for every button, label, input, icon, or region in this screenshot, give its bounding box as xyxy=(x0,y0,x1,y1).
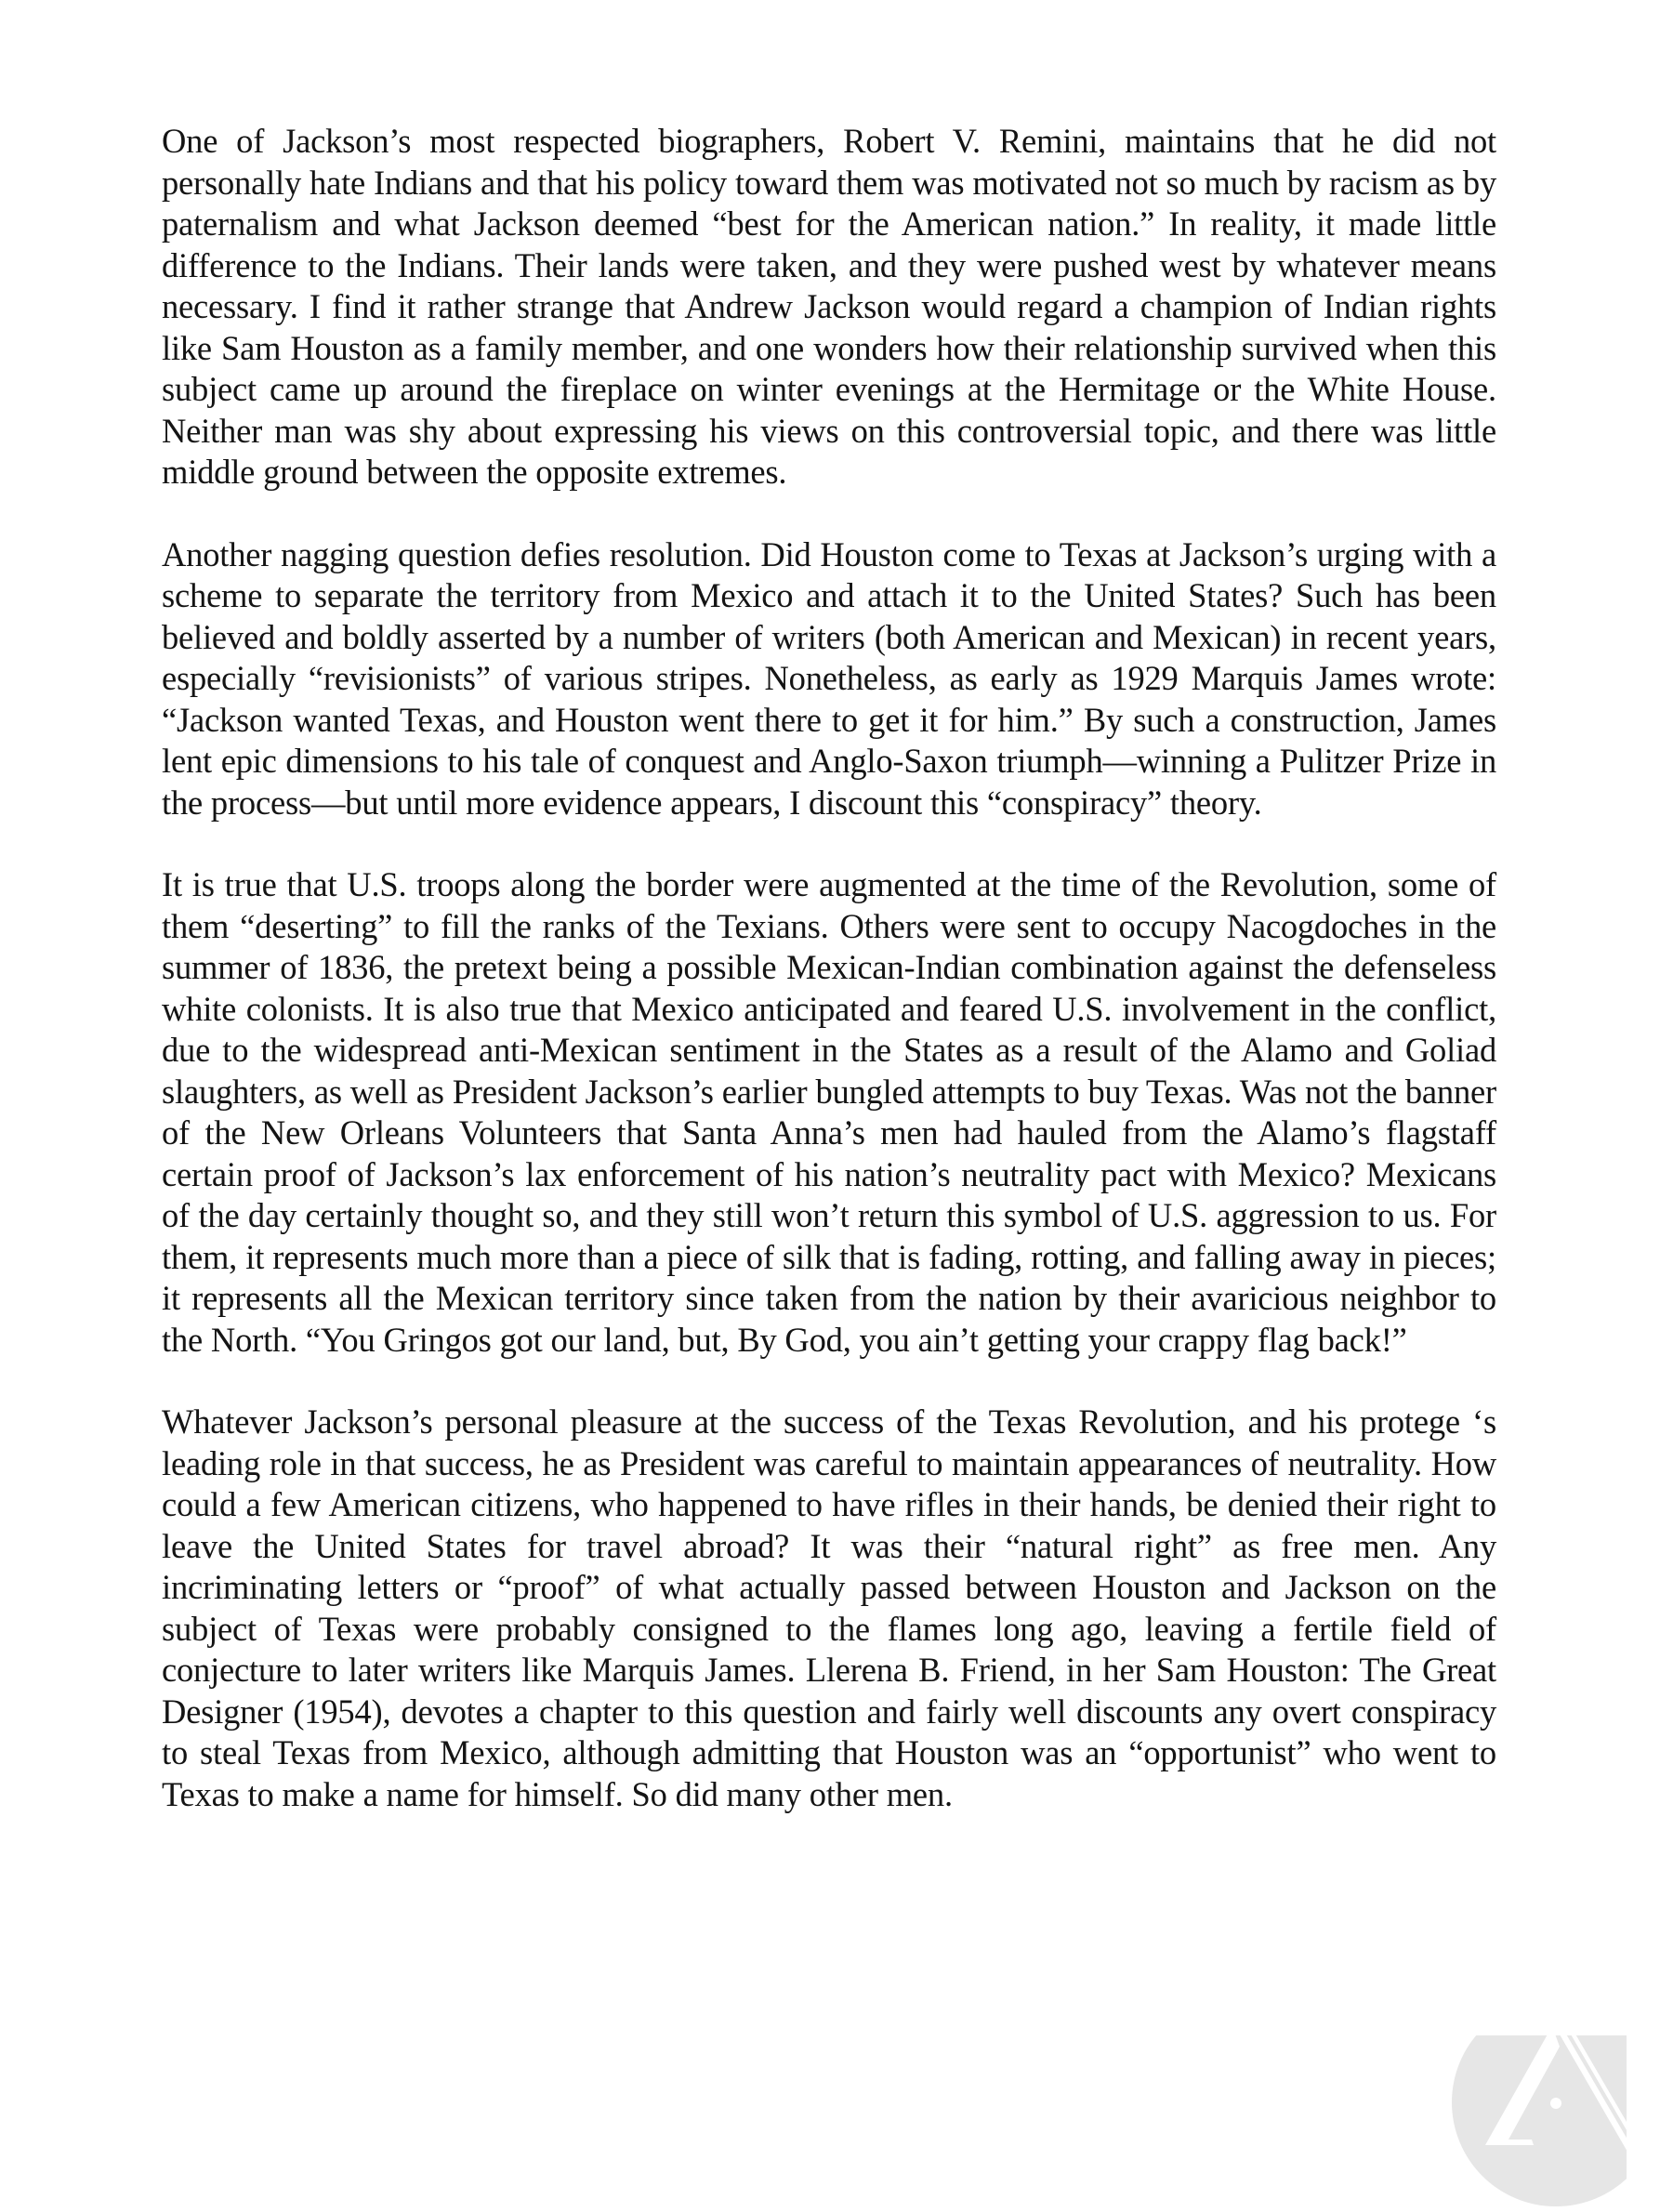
paragraph-conspiracy-question: Another nagging question defies resolution. Did Houston come to Texas at Jackson’s urging with a scheme to separate the territory from Mexico and attach it to the United States? Such has been believed and boldly asserted by a number of writers (both American and Mexican) in recent years, especially “revisionists” of various stripes. Nonetheless, as early as 1929 Marquis James wrote: “Jackson wanted Texas, and Houston went there to get it for him.” By such a construction, James lent epic dimensions to his tale of conquest and Anglo-Saxon triumph—winning a Pulitzer Prize in the process—but until more evidence appears, I discount this “conspiracy” theory. xyxy=(162,534,1496,822)
paragraph-us-troops: It is true that U.S. troops along the border were augmented at the time of the Revolution, some of them “deserting” to fill the ranks of the Texians. Others were sent to occupy Nacogdoches in the summer of 1836, the pretext being a possible Mexican-Indian combination against the defenseless white colonists. It is also true that Mexico anticipated and feared U.S. involvement in the conflict, due to the widespread anti-Mexican sentiment in the States as a result of the Alamo and Goliad slaughters, as well as President Jackson’s earlier bungled attempts to buy Texas. Was not the banner of the New Orleans Volunteers that Santa Anna’s men had hauled from the Alamo’s flagstaff certain proof of Jackson’s lax enforcement of his nation’s neutrality pact with Mexico? Mexicans of the day certainly thought so, and they still won’t return this symbol of U.S. aggression to us. For them, it represents much more than a piece of silk that is fading, rotting, and falling away in pieces; it represents all the Mexican territory since taken from the nation by their avaricious neighbor to the North. “You Gringos got our land, but, By God, you ain’t getting your crappy flag back!” xyxy=(162,865,1496,1359)
paragraph-neutrality: Whatever Jackson’s personal pleasure at the success of the Texas Revolution, and his protege ‘s leading role in that success, he as President was careful to maintain appearances of neutrality. How could a few American citizens, who happened to have rifles in their hands, be denied their right to leave the United States for travel abroad? It was their “natural right” as free men. Any incriminating letters or “proof” of what actually passed between Houston and Jackson on the subject of Texas were probably consigned to the flames long ago, leaving a fertile field of conjecture to later writers like Marquis James. Llerena B. Friend, in her Sam Houston: The Great Designer (1954), devotes a chapter to this question and fairly well discounts any overt conspiracy to steal Texas from Mexico, although admitting that Houston was an “opportunist” who went to Texas to make a name for himself. So did many other men. xyxy=(162,1402,1496,1813)
logo-a-watermark-icon xyxy=(1413,2035,1627,2207)
paragraph-remini: One of Jackson’s most respected biographers, Robert V. Remini, maintains that he did not personally hate Indians and that his policy toward them was motivated not so much by racism as by paternalism and what Jackson deemed “best for the American nation.” In reality, it made little difference to the Indians. Their lands were taken, and they were pushed west by whatever means necessary. I find it rather strange that Andrew Jackson would regard a champion of Indian rights like Sam Houston as a family member, and one wonders how their relationship survived when this subject came up around the fireplace on winter evenings at the Hermitage or the White House. Neither man was shy about expressing his views on this controversial topic, and there was little middle ground between the opposite extremes. xyxy=(162,122,1496,491)
document-page xyxy=(162,121,1496,1856)
